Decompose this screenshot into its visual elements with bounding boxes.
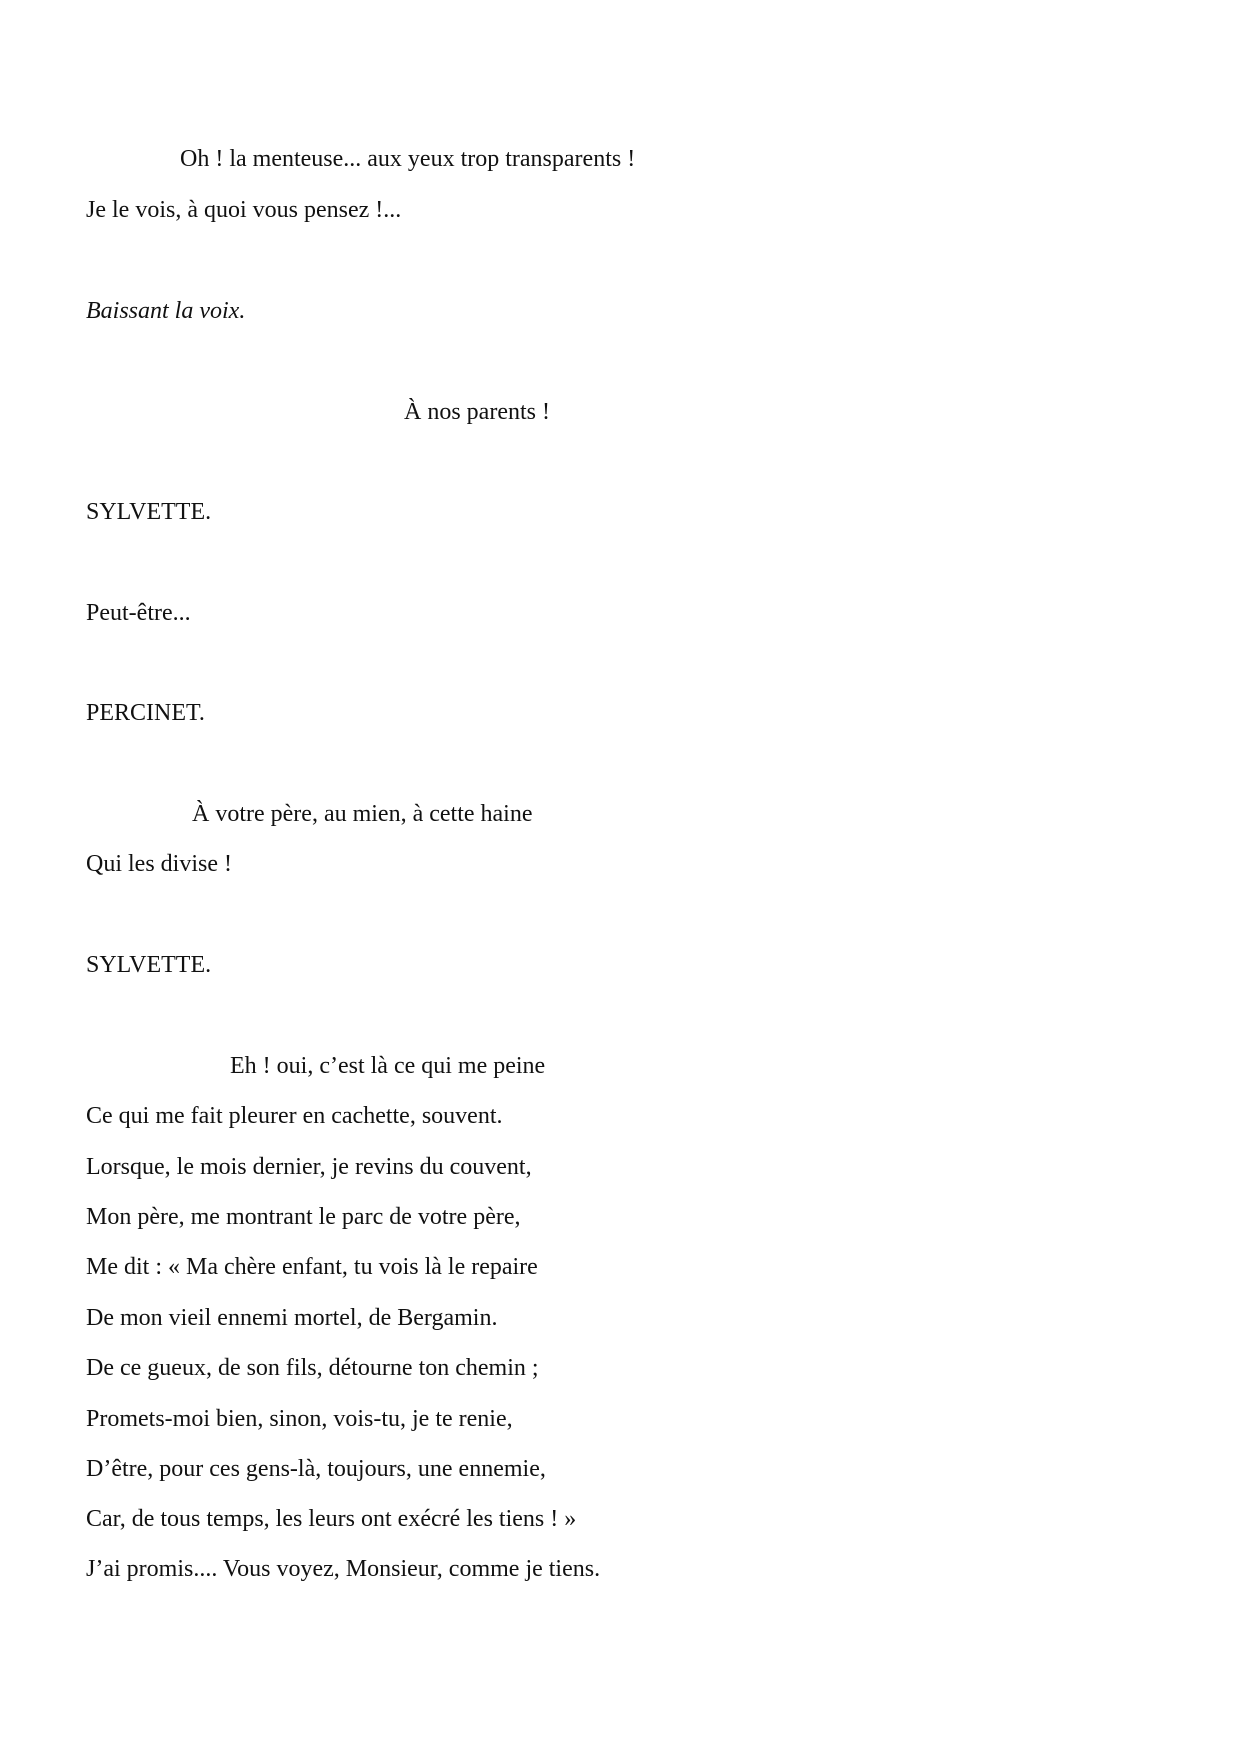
verse-line: Qui les divise ! [86,851,232,877]
verse-line: Promets-moi bien, sinon, vois-tu, je te renie, [86,1406,513,1432]
verse-line: Car, de tous temps, les leurs ont exécré les tiens ! » [86,1506,577,1532]
speaker-name: PERCINET. [86,700,205,726]
verse-line: D’être, pour ces gens-là, toujours, une ennemie, [86,1456,546,1482]
verse-line: Me dit : « Ma chère enfant, tu vois là le repaire [86,1254,538,1280]
speaker-name: SYLVETTE. [86,952,212,978]
verse-line: De mon vieil ennemi mortel, de Bergamin. [86,1305,498,1331]
verse-line: De ce gueux, de son fils, détourne ton chemin ; [86,1355,539,1381]
verse-line: Mon père, me montrant le parc de votre père, [86,1204,521,1230]
verse-line: Peut-être... [86,600,191,626]
verse-line: Lorsque, le mois dernier, je revins du couvent, [86,1154,532,1180]
verse-line: Eh ! oui, c’est là ce qui me peine [230,1053,546,1079]
stage-direction: Baissant la voix. [86,298,246,324]
verse-line: J’ai promis.... Vous voyez, Monsieur, comme je tiens. [86,1556,601,1582]
verse-line: À votre père, au mien, à cette haine [192,801,533,827]
speaker-name: SYLVETTE. [86,499,212,525]
verse-line: Oh ! la menteuse... aux yeux trop transparents ! [180,146,636,172]
verse-line: Je le vois, à quoi vous pensez !... [86,197,402,223]
verse-line: Ce qui me fait pleurer en cachette, souvent. [86,1103,503,1129]
verse-line: À nos parents ! [404,399,550,425]
